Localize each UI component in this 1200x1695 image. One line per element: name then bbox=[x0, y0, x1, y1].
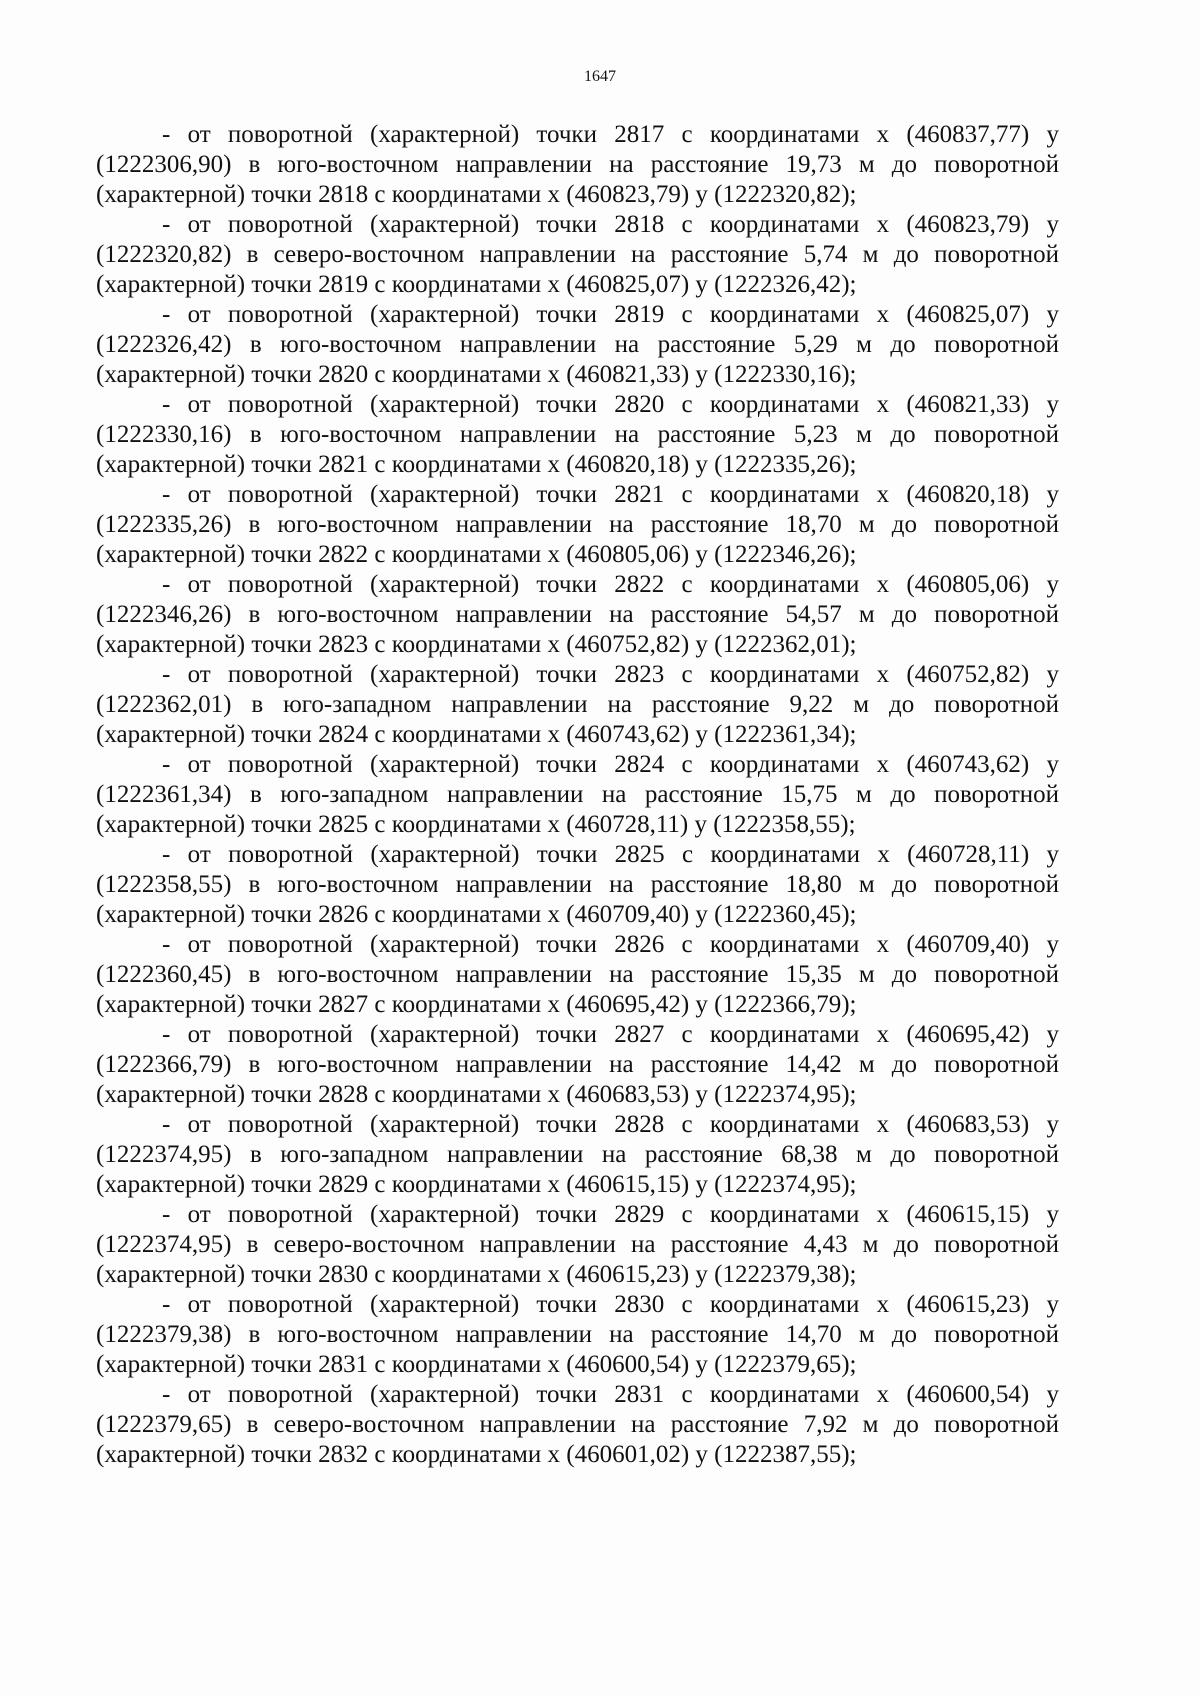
paragraph-boundary-segment: - от поворотной (характерной) точки 2826 с координатами х (460709,40) у (1222360,45) в юго-восточном направлении на расстояние 15,35 м до поворотной (характерной) точки 2827 с координатами х (460695,42) у (1222366,79); bbox=[96, 931, 1059, 1018]
paragraph-boundary-segment: - от поворотной (характерной) точки 2818 с координатами х (460823,79) у (1222320,82) в северо-восточном направлении на расстояние 5,74 м до поворотной (характерной) точки 2819 с координатами х (460825,07) у (1222326,42); bbox=[96, 211, 1059, 298]
paragraph-boundary-segment: - от поворотной (характерной) точки 2820 с координатами х (460821,33) у (1222330,16) в юго-восточном направлении на расстояние 5,23 м до поворотной (характерной) точки 2821 с координатами х (460820,18) у (1222335,26); bbox=[96, 391, 1059, 478]
paragraph-boundary-segment: - от поворотной (характерной) точки 2817 с координатами х (460837,77) у (1222306,90) в юго-восточном направлении на расстояние 19,73 м до поворотной (характерной) точки 2818 с координатами х (460823,79) у (1222320,82); bbox=[96, 121, 1059, 208]
document-body bbox=[96, 120, 1059, 1470]
paragraph-boundary-segment: - от поворотной (характерной) точки 2828 с координатами х (460683,53) у (1222374,95) в юго-западном направлении на расстояние 68,38 м до поворотной (характерной) точки 2829 с координатами х (460615,15) у (1222374,95); bbox=[96, 1111, 1059, 1198]
paragraph-boundary-segment: - от поворотной (характерной) точки 2821 с координатами х (460820,18) у (1222335,26) в юго-восточном направлении на расстояние 18,70 м до поворотной (характерной) точки 2822 с координатами х (460805,06) у (1222346,26); bbox=[96, 481, 1059, 568]
paragraph-boundary-segment: - от поворотной (характерной) точки 2824 с координатами х (460743,62) у (1222361,34) в юго-западном направлении на расстояние 15,75 м до поворотной (характерной) точки 2825 с координатами х (460728,11) у (1222358,55); bbox=[96, 751, 1059, 838]
paragraph-boundary-segment: - от поворотной (характерной) точки 2830 с координатами х (460615,23) у (1222379,38) в юго-восточном направлении на расстояние 14,70 м до поворотной (характерной) точки 2831 с координатами х (460600,54) у (1222379,65); bbox=[96, 1291, 1059, 1378]
paragraph-boundary-segment: - от поворотной (характерной) точки 2825 с координатами х (460728,11) у (1222358,55) в юго-восточном направлении на расстояние 18,80 м до поворотной (характерной) точки 2826 с координатами х (460709,40) у (1222360,45); bbox=[96, 841, 1059, 928]
paragraph-boundary-segment: - от поворотной (характерной) точки 2822 с координатами х (460805,06) у (1222346,26) в юго-восточном направлении на расстояние 54,57 м до поворотной (характерной) точки 2823 с координатами х (460752,82) у (1222362,01); bbox=[96, 571, 1059, 658]
page-number: 1647 bbox=[584, 68, 616, 85]
paragraph-boundary-segment: - от поворотной (характерной) точки 2829 с координатами х (460615,15) у (1222374,95) в северо-восточном направлении на расстояние 4,43 м до поворотной (характерной) точки 2830 с координатами х (460615,23) у (1222379,38); bbox=[96, 1201, 1059, 1288]
paragraph-boundary-segment: - от поворотной (характерной) точки 2827 с координатами х (460695,42) у (1222366,79) в юго-восточном направлении на расстояние 14,42 м до поворотной (характерной) точки 2828 с координатами х (460683,53) у (1222374,95); bbox=[96, 1021, 1059, 1108]
paragraph-boundary-segment: - от поворотной (характерной) точки 2831 с координатами х (460600,54) у (1222379,65) в северо-восточном направлении на расстояние 7,92 м до поворотной (характерной) точки 2832 с координатами х (460601,02) у (1222387,55); bbox=[96, 1381, 1059, 1468]
paragraph-boundary-segment: - от поворотной (характерной) точки 2823 с координатами х (460752,82) у (1222362,01) в юго-западном направлении на расстояние 9,22 м до поворотной (характерной) точки 2824 с координатами х (460743,62) у (1222361,34); bbox=[96, 661, 1059, 748]
paragraph-boundary-segment: - от поворотной (характерной) точки 2819 с координатами х (460825,07) у (1222326,42) в юго-восточном направлении на расстояние 5,29 м до поворотной (характерной) точки 2820 с координатами х (460821,33) у (1222330,16); bbox=[96, 301, 1059, 388]
